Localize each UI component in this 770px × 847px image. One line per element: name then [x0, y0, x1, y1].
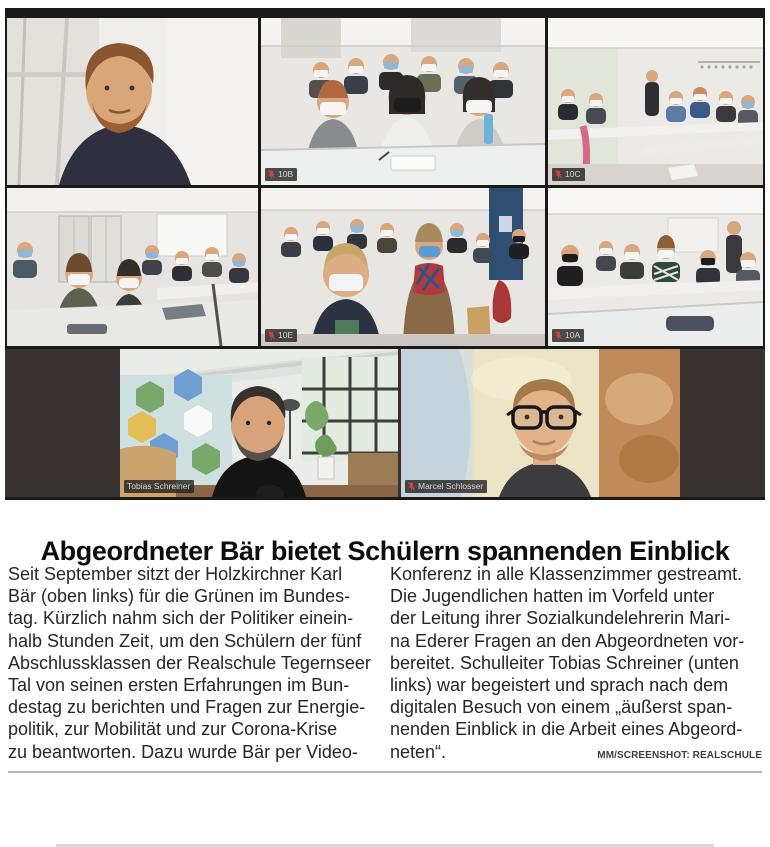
video-tile-class-10c — [548, 18, 763, 185]
article-headline: Abgeordneter Bär bietet Schülern spannenden Einblick — [40, 536, 730, 567]
article-column-right — [390, 563, 762, 767]
classroom-10b-photo — [261, 18, 545, 185]
room-label: 10A — [565, 330, 581, 340]
muted-mic-icon — [268, 331, 275, 340]
marcel-schlosser-photo — [401, 349, 680, 497]
photo-credit: MM/SCREENSHOT: REALSCHULE — [597, 749, 762, 761]
classroom-10a-photo — [548, 188, 763, 346]
tile-label-10a — [552, 329, 584, 342]
classroom-photo — [7, 188, 258, 346]
video-tile-class-10a — [548, 188, 763, 346]
room-label: 10C — [565, 169, 581, 179]
video-tile-class-10e — [261, 188, 545, 346]
karl-baer-photo — [7, 18, 258, 185]
video-tile-tobias-schreiner — [120, 349, 398, 497]
tile-label-10b — [265, 168, 297, 181]
tobias-schreiner-photo — [120, 349, 398, 497]
classroom-10e-photo — [261, 188, 545, 346]
tile-label-10c — [552, 168, 585, 181]
participant-name: Marcel Schlosser — [418, 481, 484, 491]
section-divider — [8, 771, 762, 773]
video-tile-marcel-schlosser — [401, 349, 680, 497]
muted-mic-icon — [408, 482, 415, 491]
article-column-left: Seit September sitzt der Holzkirchner Karl Bär (oben links) für die Grünen im Bundes- tag. Kürzlich nahm sich der Politiker einein- halb Stunden Zeit, um den Schülern der fünf Abschlussklassen der Realschule Tegernseer Tal von seinen ersten Erfahrungen im Bun- destag zu berichten und Fragen zur Energie- politik, zur Mobilität und zur Corona-Krise zu beantworten. Dazu wurde Bär per Video- — [8, 564, 371, 762]
muted-mic-icon — [555, 170, 562, 179]
article-last-words: neten“. — [390, 741, 447, 762]
room-label: 10E — [278, 330, 294, 340]
muted-mic-icon — [268, 170, 275, 179]
article-body — [8, 563, 762, 767]
article-column-right-lines: Konferenz in alle Klassenzimmer gestreamt. Die Jugendlichen hatten im Vorfeld unter der Leitung ihrer Sozialkundelehrerin Mari- na Ederer Fragen an den Abgeordneten vor- bereitet. Schulleiter Tobias Schreiner (unten links) war begeistert und sprach nach dem digitalen Besuch von einem „äußerst span- nenden Einblick in die Arbeit eines Abgeord- — [390, 564, 745, 740]
video-tile-classroom-left — [7, 188, 258, 346]
room-label: 10B — [278, 169, 294, 179]
participant-name: Tobias Schreiner — [127, 481, 191, 491]
muted-mic-icon — [555, 331, 562, 340]
video-tile-karl-baer — [7, 18, 258, 185]
classroom-10c-photo — [548, 18, 763, 185]
tile-label-tobias-schreiner — [124, 480, 194, 493]
video-conference-collage — [5, 8, 765, 500]
video-tile-class-10b — [261, 18, 545, 185]
tile-label-marcel-schlosser — [405, 480, 487, 493]
tile-label-10e — [265, 329, 297, 342]
